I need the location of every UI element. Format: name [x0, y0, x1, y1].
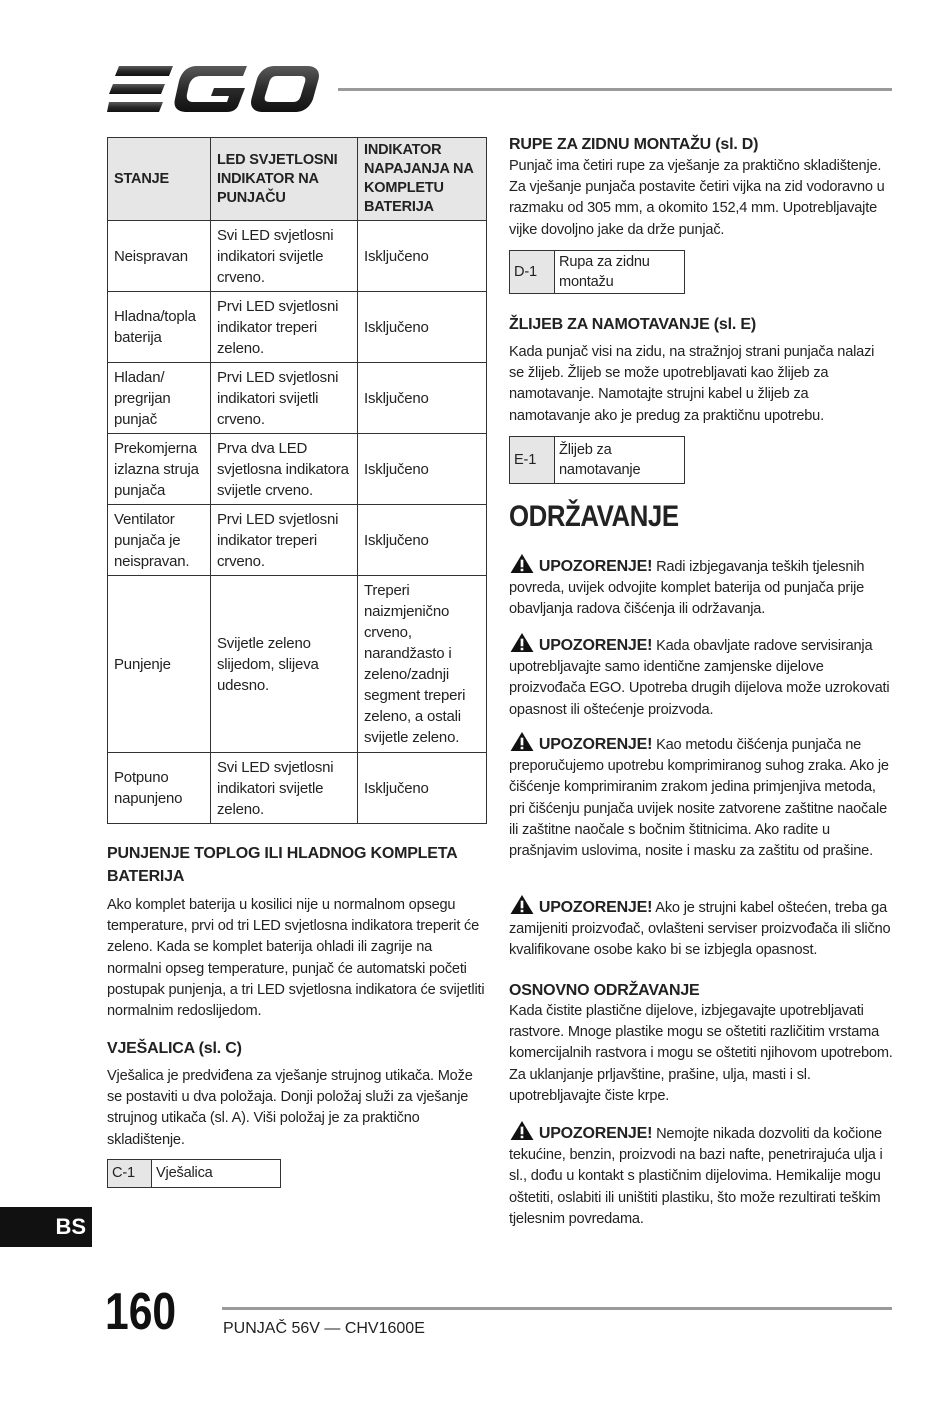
table-row — [108, 292, 487, 363]
warning-triangle-icon — [509, 894, 535, 915]
footer-product-name: PUNJAČ 56V — CHV1600E — [223, 1320, 425, 1337]
warning-block — [509, 632, 893, 721]
table-cell: Potpuno napunjeno — [108, 753, 211, 824]
warning-text: Nemojte nikada dozvoliti da kočione tekućine, benzin, proizvodi na bazi nafte, penetrirajuća ulja i sl., dođu u kontakt s plastičnim dijelovima. Hemikalije mogu oštetiti, oslabiti ili uništiti plastiku, što može rezultirati teškim tjelesnim povredama. — [509, 1126, 883, 1227]
table-row — [108, 221, 487, 292]
warning-triangle-icon — [509, 1120, 535, 1141]
c1-label: Vješalica — [156, 1165, 213, 1181]
table-header-cell: INDIKATOR NAPAJANJA NA KOMPLETU BATERIJA — [358, 138, 487, 221]
d1-label: Rupa za zidnu montažu — [559, 254, 650, 290]
warning-label: UPOZORENJE! — [538, 1125, 653, 1142]
table-cell: Isključeno — [358, 363, 487, 434]
table-cell: Ventilator punjača je neispravan. — [108, 505, 211, 576]
warning-triangle-icon — [509, 553, 535, 574]
ego-logo — [107, 66, 319, 112]
table-cell: Svi LED svjetlosni indikatori svijetle zeleno. — [211, 753, 358, 824]
table-cell: Treperi naizmjenično crveno, narandžasto i zeleno/zadnji segment treperi zeleno, a ostali svijetle zeleno. — [358, 576, 487, 753]
table-row — [108, 434, 487, 505]
basic-maintenance-heading: OSNOVNO ODRŽAVANJE — [509, 982, 700, 999]
warning-label: UPOZORENJE! — [538, 899, 653, 916]
d1-code: D-1 — [510, 251, 555, 293]
table-cell: Isključeno — [358, 434, 487, 505]
table-cell: Hladan/ pregrijan punjač — [108, 363, 211, 434]
warning-block — [509, 894, 893, 962]
header-rule — [338, 88, 892, 91]
warning-block — [509, 731, 893, 862]
table-cell: Isključeno — [358, 292, 487, 363]
table-row — [108, 363, 487, 434]
table-cell: Isključeno — [358, 753, 487, 824]
table-cell: Svijetle zeleno slijedom, slijeva udesno. — [211, 576, 358, 753]
e1-code: E-1 — [510, 437, 555, 483]
warning-triangle-icon — [509, 731, 535, 752]
table-row — [108, 576, 487, 753]
groove-text: Kada punjač visi na zidu, na stražnjoj strani punjača nalazi se žlijeb. Žlijeb se može upotrebljavati kao žlijeb za namotavanje. Namotajte strujni kabel u žlijeb za namotavanje ako je predug za praktičnu upotrebu. — [509, 344, 875, 424]
warning-triangle-icon — [509, 632, 535, 653]
warning-block — [509, 1120, 893, 1230]
table-cell: Prvi LED svjetlosni indikator treperi crveno. — [211, 505, 358, 576]
e1-label: Žlijeb za namotavanje — [559, 442, 641, 478]
language-tab: BS — [0, 1207, 92, 1247]
table-header-cell: LED SVJETLOSNI INDIKATOR NA PUNJAČU — [211, 138, 358, 221]
table-cell: Prvi LED svjetlosni indikatori svijetli crveno. — [211, 363, 358, 434]
table-cell: Isključeno — [358, 221, 487, 292]
hanger-text: Vješalica je predviđena za vješanje strujnog utikača. Može se postaviti u dva položaja. Donji položaj služi za vješanje strujnog utikača (sl. A). Viši položaj je za praktično skladištenje. — [107, 1068, 473, 1148]
warning-text: Kada obavljate radove servisiranja upotrebljavajte samo identične zamjenske dijelove proizvođača EGO. Upotreba drugih dijelova može uzrokovati opasnost ili oštećenje proizvoda. — [509, 638, 890, 718]
groove-heading: ŽLIJEB ZA NAMOTAVANJE (sl. E) — [509, 316, 756, 333]
table-cell: Punjenje — [108, 576, 211, 753]
table-header-row — [108, 138, 487, 221]
warning-label: UPOZORENJE! — [538, 736, 653, 753]
table-row — [108, 505, 487, 576]
table-cell: Svi LED svjetlosni indikatori svijetle crveno. — [211, 221, 358, 292]
footer-rule — [222, 1307, 892, 1310]
holes-text: Punjač ima četiri rupe za vješanje za praktično skladištenje. Za vješanje punjača postavite četiri vijka na zid vodoravno u razmaku od 305 mm, a okomito 152,4 mm. Upotrebljavajte vijke dovoljno jake da drže punjač. — [509, 158, 885, 238]
table-cell: Prva dva LED svjetlosna indikatora svijetle crveno. — [211, 434, 358, 505]
warning-block — [509, 553, 893, 621]
table-cell: Isključeno — [358, 505, 487, 576]
hanger-heading: VJEŠALICA (sl. C) — [107, 1040, 242, 1057]
maintenance-title: ODRŽAVANJE — [509, 500, 679, 533]
c1-code: C-1 — [108, 1160, 152, 1187]
table-cell: Prekomjerna izlazna struja punjača — [108, 434, 211, 505]
basic-maintenance-text: Kada čistite plastične dijelove, izbjegavajte upotrebljavati rastvore. Mnoge plastike mogu se oštetiti različitim vrstama komercijalnih rastvora i mogu se oštetiti njihovom upotrebom. Za uklanjanje prljavštine, prašine, ulja, masti i sl. upotrebljavajte čiste krpe. — [509, 1003, 893, 1104]
warning-text: Ako je strujni kabel oštećen, treba ga zamijeniti proizvođač, ovlašteni serviser proizvođača ili slično kvalifikovane osobe kako bi se izbjegla opasnost. — [509, 900, 891, 959]
holes-heading: RUPE ZA ZIDNU MONTAŽU (sl. D) — [509, 136, 759, 153]
d1-label-box — [509, 250, 685, 294]
e1-label-box — [509, 436, 685, 484]
table-header-cell: STANJE — [108, 138, 211, 221]
table-row — [108, 753, 487, 824]
warning-label: UPOZORENJE! — [538, 637, 653, 654]
table-cell: Neispravan — [108, 221, 211, 292]
warning-label: UPOZORENJE! — [538, 558, 653, 575]
page-number: 160 — [105, 1283, 177, 1341]
warning-text: Radi izbjegavanja teških tjelesnih povreda, uvijek odvojite komplet baterija od punjača prije obavljanja radova čišćenja ili održavanja. — [509, 559, 865, 618]
c1-label-box — [107, 1159, 281, 1188]
status-table — [107, 137, 487, 824]
charging-text: Ako komplet baterija u kosilici nije u normalnom opsegu temperature, prvi od tri LED svjetlosna indikatora treperit će zeleno. Kada se komplet baterija ohladi ili zagrije na normalni opseg temperature, punjač će automatski početi postupak punjenja, a tri LED svjetlosna indikatora će svijetliti normalnim redoslijedom. — [107, 897, 485, 1020]
table-cell: Prvi LED svjetlosni indikator treperi zeleno. — [211, 292, 358, 363]
warning-text: Kao metodu čišćenja punjača ne preporučujemo upotrebu komprimiranog suhog zraka. Ako je čišćenje komprimiranim zrakom jedina primjenjiva metoda, pri čišćenju punjača uvijek nosite zatvorene zaštitne naočale ili zaštitne naočale s bočnim štitnicima. Ako radite u prašnjavim uslovima, nosite i masku za zaštitu od prašine. — [509, 737, 889, 860]
charging-heading: PUNJENJE TOPLOG ILI HLADNOG KOMPLETA BATERIJA — [107, 845, 457, 885]
table-cell: Hladna/topla baterija — [108, 292, 211, 363]
